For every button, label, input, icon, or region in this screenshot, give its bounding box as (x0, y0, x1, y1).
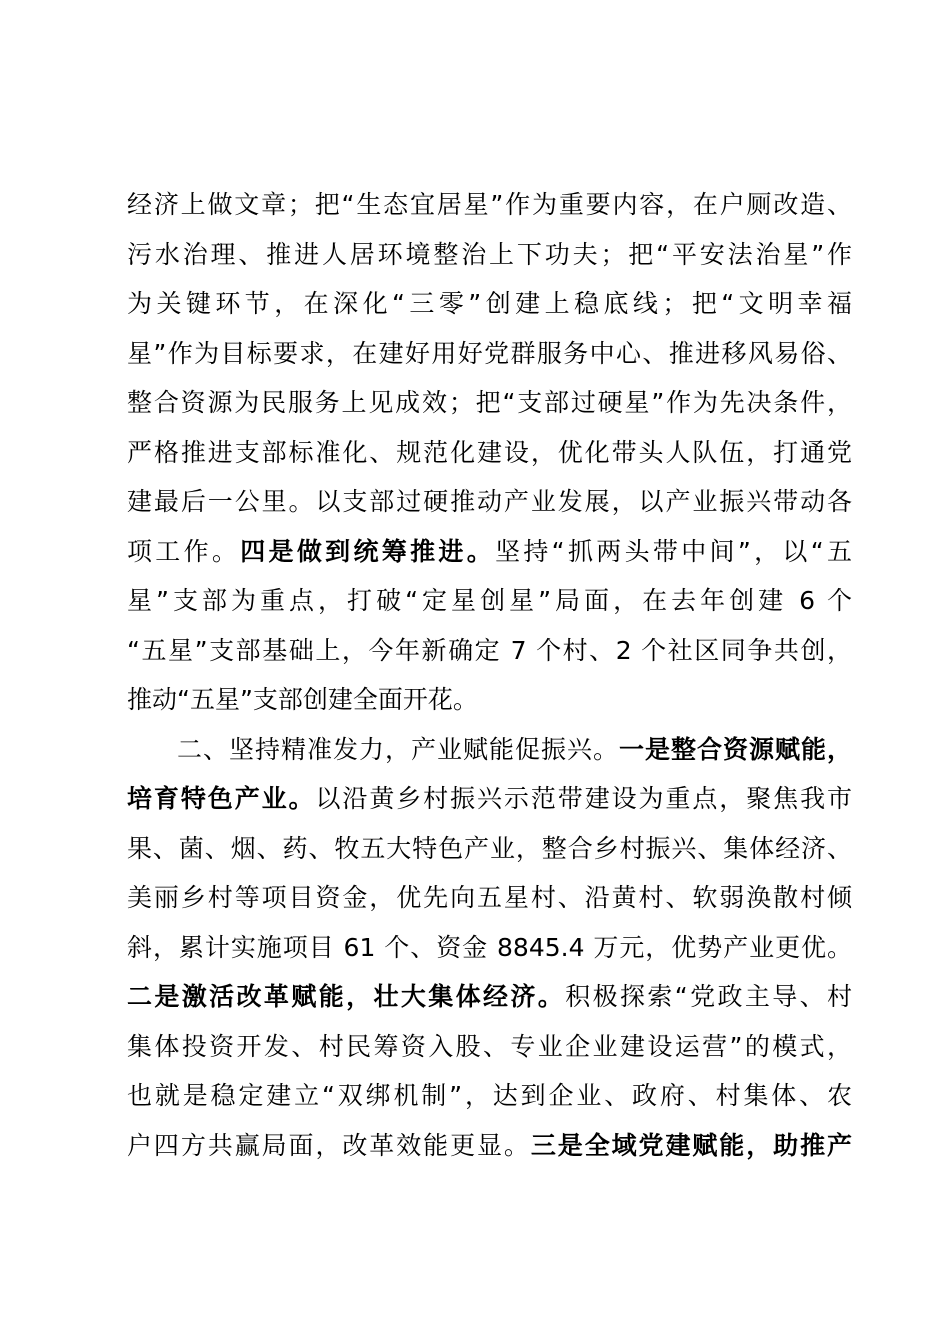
text-line (127, 329, 852, 379)
text-run: 项工作。 (127, 536, 241, 566)
text-run: “五星”支部基础上，今年新确定 7 个村、2 个社区同争共创， (127, 635, 852, 665)
text-run: 美丽乡村等项目资金，优先向五星村、沿黄村、软弱涣散村倾 (127, 883, 852, 912)
bold-heading-run: 四是做到统筹推进。 (240, 536, 496, 566)
text-line (127, 279, 852, 329)
text-line (127, 477, 852, 527)
text-run: 为关键环节，在深化“三零”创建上稳底线；把“文明幸福 (127, 289, 852, 318)
text-line (127, 774, 852, 824)
paragraph-first-line (127, 725, 852, 775)
text-line (127, 824, 852, 874)
text-run: 以沿黄乡村振兴示范带建设为重点，聚焦我市 (315, 784, 852, 813)
text-line (127, 527, 852, 577)
text-line (127, 1071, 852, 1121)
text-run: 经济上做文章；把“生态宜居星”作为重要内容，在户厕改造、 (127, 190, 852, 219)
text-line (127, 1022, 852, 1072)
text-run: 污水治理、推进人居环境整治上下功夫；把“平安法治星”作 (127, 239, 852, 269)
text-run: 建最后一公里。以支部过硬推动产业发展，以产业振兴带动各 (127, 487, 852, 516)
text-line (127, 923, 852, 973)
text-run: 整合资源为民服务上见成效；把“支部过硬星”作为先决条件， (127, 388, 852, 417)
text-run: 严格推进支部标准化、规范化建设，优化带头人队伍，打通党 (127, 437, 852, 467)
text-line (127, 873, 852, 923)
text-run: 星”作为目标要求，在建好用好党群服务中心、推进移风易俗、 (127, 338, 852, 368)
text-line (127, 180, 852, 230)
section-heading-run: 二、坚持精准发力，产业赋能促振兴。 (177, 734, 619, 764)
text-run: 户四方共赢局面，改革效能更显。 (127, 1130, 531, 1160)
text-run: 果、菌、烟、药、牧五大特色产业，整合乡村振兴、集体经济、 (127, 833, 852, 863)
text-run: 也就是稳定建立“双绑机制”，达到企业、政府、村集体、农 (127, 1081, 852, 1110)
document-body (127, 180, 852, 1170)
text-run: 集体投资开发、村民筹资入股、专业企业建设运营”的模式， (127, 1031, 852, 1061)
text-line (127, 428, 852, 478)
text-line (127, 378, 852, 428)
text-run: 积极探索“党政主导、村 (565, 982, 852, 1011)
bold-heading-run: 二是激活改革赋能，壮大集体经济。 (127, 982, 566, 1011)
text-line (127, 626, 852, 676)
text-run: 推动“五星”支部创建全面开花。 (127, 685, 478, 714)
text-line (127, 1121, 852, 1171)
text-line (127, 576, 852, 626)
bold-heading-run: 培育特色产业。 (127, 784, 316, 813)
text-line (127, 675, 852, 725)
text-run: 坚持“抓两头带中间”，以“五 (495, 536, 852, 566)
bold-heading-run: 一是整合资源赋能， (618, 734, 852, 764)
text-line (127, 972, 852, 1022)
text-line (127, 230, 852, 280)
text-run: 斜，累计实施项目 61 个、资金 8845.4 万元，优势产业更优。 (127, 932, 852, 962)
bold-heading-run: 三是全域党建赋能，助推产 (530, 1130, 852, 1160)
text-run: 星”支部为重点，打破“定星创星”局面，在去年创建 6 个 (127, 586, 852, 615)
